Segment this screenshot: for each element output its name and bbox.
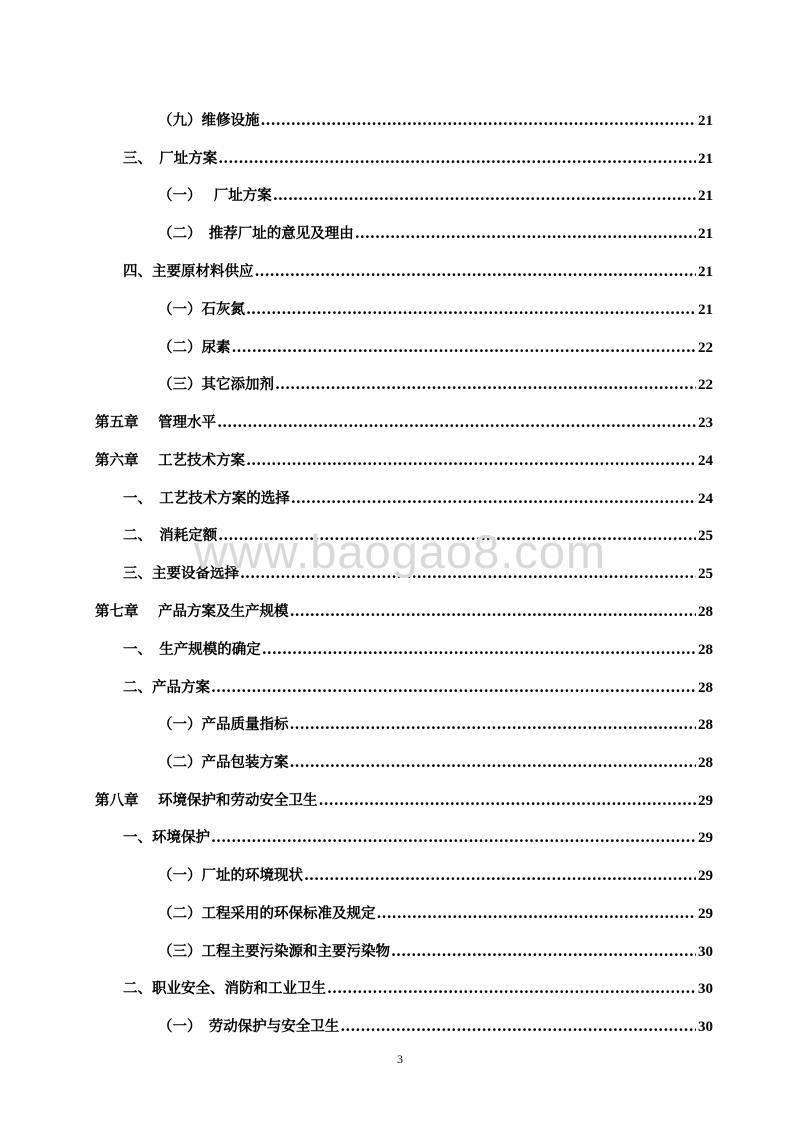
toc-page-number: 30 (698, 981, 713, 997)
toc-leader-dots (246, 299, 696, 321)
toc-entry-text: （九）维修设施 (158, 112, 260, 129)
toc-leader-dots (261, 110, 697, 132)
watermark: www.baogao8.com (193, 525, 607, 578)
toc-entry[interactable] (158, 1016, 713, 1038)
toc-leader-dots (211, 827, 696, 849)
toc-leader-dots (391, 941, 696, 963)
toc-entry-text: 一、环境保护 (123, 829, 210, 846)
toc-page-number: 24 (698, 453, 713, 469)
page-number: 3 (397, 1052, 403, 1066)
toc-entry-text: 一、 生产规模的确定 (123, 641, 261, 658)
toc-entry[interactable] (95, 790, 713, 812)
toc-leader-dots (246, 450, 696, 472)
toc-page-number: 21 (698, 113, 713, 129)
toc-entry[interactable] (158, 185, 713, 207)
toc-page-number: 29 (698, 830, 713, 846)
toc-entry[interactable] (158, 903, 713, 925)
toc-entry-text: 第六章 工艺技术方案 (95, 452, 246, 469)
toc-entry-text: 二、职业安全、消防和工业卫生 (123, 980, 326, 997)
toc-entry[interactable] (95, 450, 713, 472)
toc-leader-dots (304, 865, 696, 887)
toc-entry[interactable] (123, 677, 713, 699)
toc-entry[interactable] (123, 563, 713, 585)
toc-entry[interactable] (158, 714, 713, 736)
toc-page-number: 28 (698, 642, 713, 658)
toc-entry-text: （二）尿素 (158, 339, 231, 356)
toc-entry-text: （一）产品质量指标 (158, 716, 289, 733)
toc-page-number: 22 (698, 340, 713, 356)
toc-leader-dots (275, 374, 696, 396)
toc-entry-text: （三）工程主要污染源和主要污染物 (158, 943, 390, 960)
toc-entry[interactable] (158, 941, 713, 963)
toc-page-number: 28 (698, 717, 713, 733)
toc-entry-text: 一、 工艺技术方案的选择 (123, 490, 290, 507)
toc-entry[interactable] (123, 978, 713, 1000)
toc-leader-dots (232, 337, 697, 359)
toc-entry[interactable] (123, 148, 713, 170)
toc-entry[interactable] (95, 601, 713, 623)
toc-page-number: 29 (698, 868, 713, 884)
toc-entry-text: 第七章 产品方案及生产规模 (95, 603, 289, 620)
toc-page-number: 29 (698, 793, 713, 809)
toc-entry-text: 第八章 环境保护和劳动安全卫生 (95, 792, 318, 809)
toc-leader-dots (273, 185, 696, 207)
toc-entry-text: （二）工程采用的环保标准及规定 (158, 905, 376, 922)
toc-leader-dots (217, 412, 696, 434)
toc-entry[interactable] (158, 374, 713, 396)
toc-entry[interactable] (123, 488, 713, 510)
toc-leader-dots (218, 525, 696, 547)
toc-entry-text: （二）产品包装方案 (158, 754, 289, 771)
toc-entry-text: （一） 劳动保护与安全卫生 (158, 1018, 340, 1035)
toc-leader-dots (327, 978, 696, 1000)
toc-entry[interactable] (123, 525, 713, 547)
toc-leader-dots (262, 639, 696, 661)
toc-page-number: 30 (698, 1019, 713, 1035)
toc-leader-dots (218, 148, 696, 170)
toc-leader-dots (291, 488, 696, 510)
toc-entry-text: 三、 厂址方案 (123, 150, 218, 167)
toc-page-number: 23 (698, 415, 713, 431)
toc-leader-dots (290, 601, 696, 623)
toc-page-number: 28 (698, 755, 713, 771)
toc-leader-dots (340, 1016, 696, 1038)
toc-entry[interactable] (158, 223, 713, 245)
toc-leader-dots (355, 223, 696, 245)
toc-entry[interactable] (158, 299, 713, 321)
toc-entry[interactable] (123, 261, 713, 283)
toc-entry-text: 第五章 管理水平 (95, 414, 217, 431)
toc-entry[interactable] (158, 752, 713, 774)
toc-entry-text: （一）石灰氮 (158, 301, 245, 318)
toc-entry-text: （一） 厂址方案 (158, 187, 272, 204)
toc-entry-text: 二、产品方案 (123, 679, 210, 696)
toc-page-number: 21 (698, 226, 713, 242)
toc-leader-dots (377, 903, 697, 925)
toc-leader-dots (240, 563, 696, 585)
toc-entry-text: （三）其它添加剂 (158, 376, 274, 393)
toc-page-number: 21 (698, 302, 713, 318)
toc-page-number: 28 (698, 604, 713, 620)
toc-entry-text: 三、主要设备选择 (123, 565, 239, 582)
toc-leader-dots (290, 752, 697, 774)
toc-entry-text: （一）厂址的环境现状 (158, 867, 303, 884)
toc-page-number: 29 (698, 906, 713, 922)
toc-page-number: 21 (698, 151, 713, 167)
toc-entry[interactable] (158, 337, 713, 359)
toc-entry-text: （二） 推荐厂址的意见及理由 (158, 225, 354, 242)
toc-page-number: 25 (698, 566, 713, 582)
toc-page-number: 25 (698, 528, 713, 544)
toc-page-number: 21 (698, 188, 713, 204)
toc-leader-dots (211, 677, 696, 699)
toc-entry[interactable] (158, 865, 713, 887)
toc-entry-text: 四、主要原材料供应 (123, 263, 254, 280)
toc-entry[interactable] (123, 639, 713, 661)
toc-leader-dots (319, 790, 696, 812)
toc-entry[interactable] (95, 412, 713, 434)
toc-page-number: 28 (698, 680, 713, 696)
toc-page-number: 22 (698, 377, 713, 393)
toc-leader-dots (290, 714, 697, 736)
toc-page-number: 21 (698, 264, 713, 280)
toc-entry-text: 二、 消耗定额 (123, 527, 218, 544)
toc-leader-dots (255, 261, 697, 283)
toc-page-number: 30 (698, 944, 713, 960)
toc-page-number: 24 (698, 491, 713, 507)
toc-entry[interactable] (123, 827, 713, 849)
toc-entry[interactable] (158, 110, 713, 132)
